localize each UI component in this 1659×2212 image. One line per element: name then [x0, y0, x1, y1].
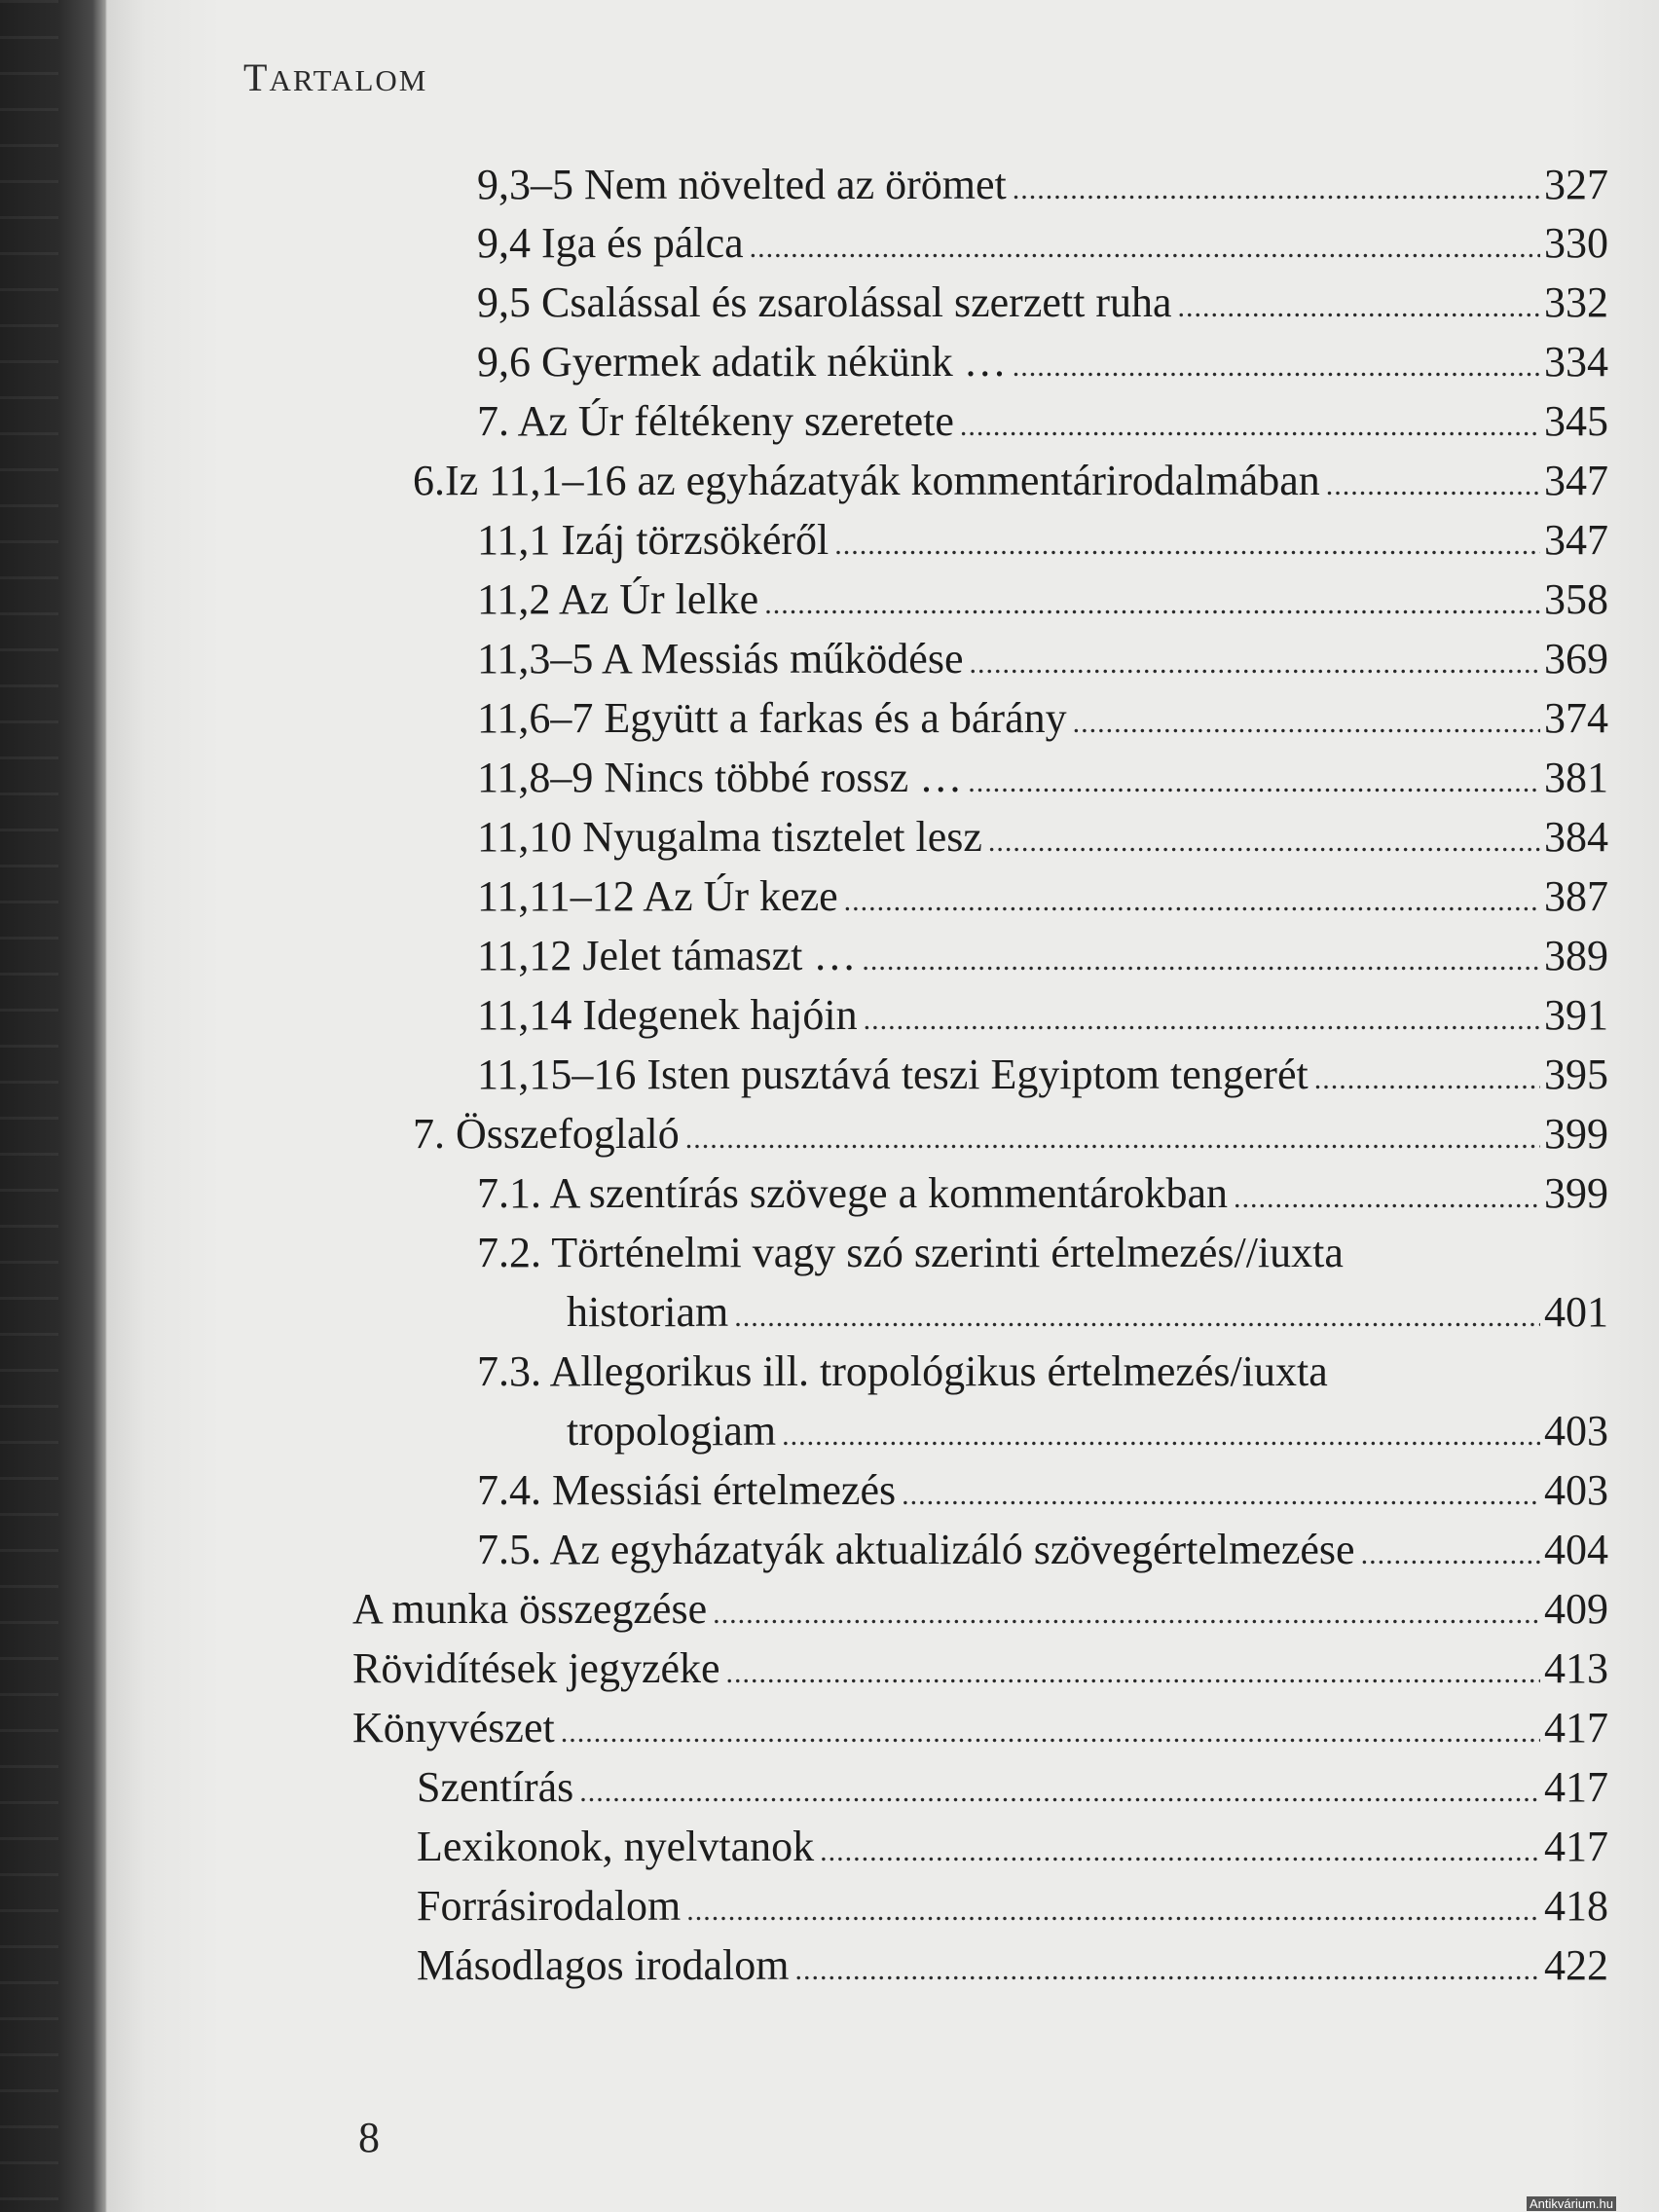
dot-leader: [1073, 709, 1540, 738]
toc-entry[interactable]: [477, 516, 1608, 571]
toc-entry-title: 9,5 Csalással és zsarolással szerzett ruha: [477, 278, 1172, 326]
toc-entry-page: 332: [1544, 278, 1608, 326]
toc-entry[interactable]: [477, 219, 1608, 275]
toc-entry-page: 409: [1544, 1585, 1608, 1633]
dot-leader: [713, 1600, 1540, 1629]
toc-entry-page: 422: [1544, 1941, 1608, 1989]
toc-entry[interactable]: [477, 932, 1608, 987]
toc-entry-title: 11,2 Az Úr lelke: [477, 575, 759, 623]
toc-entry-title: 9,6 Gyermek adatik nékünk …: [477, 338, 1007, 386]
binding-texture: [0, 0, 58, 2212]
dot-leader: [834, 531, 1540, 560]
toc-entry-page: 418: [1544, 1882, 1608, 1930]
dot-leader: [960, 412, 1540, 441]
toc-entry-title: 11,8–9 Nincs többé rossz …: [477, 754, 963, 801]
toc-entry-title: 11,15–16 Isten pusztává teszi Egyiptom tengerét: [477, 1051, 1309, 1098]
dot-leader: [969, 649, 1540, 679]
toc-entry-title: A munka összegzése: [352, 1585, 708, 1633]
toc-entry-page: 334: [1544, 338, 1608, 386]
toc-entry-title: 9,4 Iga és pálca: [477, 219, 744, 267]
toc-entry-page: 330: [1544, 219, 1608, 267]
toc-entry-title: 7.3. Allegorikus ill. tropológikus értelmezés/iuxta: [477, 1347, 1328, 1395]
toc-entry-page: 399: [1544, 1110, 1608, 1158]
toc-entry-title: 7.5. Az egyházatyák aktualizáló szövegértelmezése: [477, 1526, 1355, 1573]
toc-entry-page: 403: [1544, 1466, 1608, 1514]
toc-entry-first-line[interactable]: [477, 1347, 1328, 1403]
dot-leader: [1013, 175, 1540, 204]
dot-leader: [1361, 1540, 1540, 1569]
toc-entry-continuation[interactable]: [567, 1407, 1608, 1462]
toc-entry-title: Könyvészet: [352, 1704, 555, 1751]
dot-leader: [844, 887, 1540, 916]
toc-entry-continuation[interactable]: [567, 1288, 1608, 1344]
toc-entry[interactable]: [477, 1526, 1608, 1581]
toc-entry[interactable]: [477, 872, 1608, 928]
running-head-initial: T: [243, 55, 270, 99]
dot-leader: [764, 590, 1540, 619]
toc-chapter-number: 6.: [413, 457, 445, 504]
toc-entry-page: 381: [1544, 754, 1608, 801]
toc-entry-page: 387: [1544, 872, 1608, 920]
running-head-rest: ARTALOM: [269, 63, 428, 97]
toc-entry-page: 384: [1544, 813, 1608, 861]
toc-part-entry[interactable]: [352, 1585, 1608, 1641]
toc-entry-title: tropologiam: [567, 1407, 777, 1455]
toc-entry-page: 413: [1544, 1644, 1608, 1692]
toc-entry-title: 11,10 Nyugalma tisztelet lesz: [477, 813, 982, 861]
toc-entry-page: 374: [1544, 694, 1608, 742]
dot-leader: [579, 1778, 1540, 1807]
toc-entry-page: 417: [1544, 1763, 1608, 1811]
toc-entry-title: Iz 11,1–16 az egyházatyák kommentárirodalmában: [445, 457, 1320, 504]
toc-chapter-entry[interactable]: [413, 1110, 1608, 1165]
toc-entry-title: historiam: [567, 1288, 729, 1336]
page-number: 8: [358, 2114, 380, 2161]
toc-chapter-entry[interactable]: [413, 457, 1608, 512]
toc-entry[interactable]: [477, 278, 1608, 334]
toc-entry-page: 389: [1544, 932, 1608, 979]
dot-leader: [988, 828, 1540, 857]
toc-entry-title: Lexikonok, nyelvtanok: [417, 1823, 815, 1870]
toc-entry-title: 7. Összefoglaló: [413, 1110, 680, 1158]
dot-leader: [862, 946, 1540, 976]
dot-leader: [968, 768, 1540, 797]
toc-entry-title: Rövidítések jegyzéke: [352, 1644, 720, 1692]
dot-leader: [864, 1006, 1540, 1035]
dot-leader: [1326, 471, 1540, 500]
toc-entry-title: Szentírás: [417, 1763, 574, 1811]
toc-entry-title: 7. Az Úr féltékeny szeretete: [477, 397, 954, 445]
toc-entry-title: 7.1. A szentírás szövege a kommentárokban: [477, 1169, 1229, 1217]
toc-entry-page: 399: [1544, 1169, 1608, 1217]
toc-entry-title: Másodlagos irodalom: [417, 1941, 790, 1989]
dot-leader: [795, 1956, 1540, 1985]
toc-entry-title: 11,3–5 A Messiás működése: [477, 635, 964, 682]
toc-entry-page: 391: [1544, 991, 1608, 1039]
dot-leader: [1178, 293, 1540, 322]
toc-entry-first-line[interactable]: [477, 1229, 1344, 1284]
toc-entry-page: 395: [1544, 1051, 1608, 1098]
dot-leader: [726, 1659, 1540, 1688]
watermark: Antikvárium.hu: [1527, 2196, 1616, 2211]
toc-entry-page: 404: [1544, 1526, 1608, 1573]
running-head: [243, 55, 427, 100]
toc-entry-page: 347: [1544, 457, 1608, 504]
toc-entry-title: 11,11–12 Az Úr keze: [477, 872, 838, 920]
toc-entry[interactable]: [477, 397, 1608, 453]
toc-entry-title: 9,3–5 Nem növelted az örömet: [477, 161, 1007, 208]
toc-part-entry[interactable]: [352, 1644, 1608, 1700]
dot-leader: [820, 1837, 1540, 1866]
toc-entry[interactable]: [477, 1053, 1608, 1106]
toc-entry[interactable]: [477, 1466, 1608, 1522]
toc-entry-title: 11,6–7 Együtt a farkas és a bárány: [477, 694, 1067, 742]
toc-entry[interactable]: [477, 575, 1608, 631]
toc-entry[interactable]: [417, 1763, 1608, 1819]
toc-entry-page: 358: [1544, 575, 1608, 623]
toc-entry-page: 417: [1544, 1704, 1608, 1751]
toc-entry-page: 347: [1544, 516, 1608, 564]
dot-leader: [782, 1421, 1540, 1451]
dot-leader: [1314, 1065, 1540, 1094]
toc-entry-title: 11,14 Idegenek hajóin: [477, 991, 858, 1039]
dot-leader: [1013, 352, 1540, 382]
toc-entry[interactable]: [477, 1169, 1608, 1225]
toc-entry-page: 403: [1544, 1407, 1608, 1455]
dot-leader: [750, 234, 1540, 263]
dot-leader: [686, 1897, 1540, 1926]
toc-entry[interactable]: [417, 1941, 1608, 1997]
toc-entry-page: 417: [1544, 1823, 1608, 1870]
toc-entry-page: 369: [1544, 635, 1608, 682]
toc-entry-title: 7.2. Történelmi vagy szó szerinti értelmezés//iuxta: [477, 1229, 1344, 1276]
toc-entry[interactable]: [477, 991, 1608, 1047]
toc-entry[interactable]: [417, 1825, 1608, 1878]
toc-entry-page: 345: [1544, 397, 1608, 445]
dot-leader: [1234, 1184, 1540, 1213]
toc-entry-page: 327: [1544, 161, 1608, 208]
toc-entry-title: 11,12 Jelet támaszt …: [477, 932, 857, 979]
toc-entry[interactable]: [477, 813, 1608, 868]
toc-entry[interactable]: [477, 756, 1608, 809]
dot-leader: [902, 1481, 1540, 1510]
dot-leader: [685, 1124, 1540, 1154]
toc-entry[interactable]: [477, 161, 1608, 216]
toc-entry-title: 7.4. Messiási értelmezés: [477, 1466, 897, 1514]
toc-entry-page: 401: [1544, 1288, 1608, 1336]
dot-leader: [561, 1718, 1540, 1748]
toc-part-entry[interactable]: [352, 1704, 1608, 1759]
toc-entry[interactable]: [417, 1882, 1608, 1937]
toc-entry[interactable]: [477, 338, 1608, 393]
toc-entry[interactable]: [477, 694, 1608, 750]
toc-entry[interactable]: [477, 635, 1608, 690]
toc-entry-title: Forrásirodalom: [417, 1882, 682, 1930]
toc-entry-title: 11,1 Izáj törzsökéről: [477, 516, 830, 564]
dot-leader: [734, 1303, 1540, 1332]
